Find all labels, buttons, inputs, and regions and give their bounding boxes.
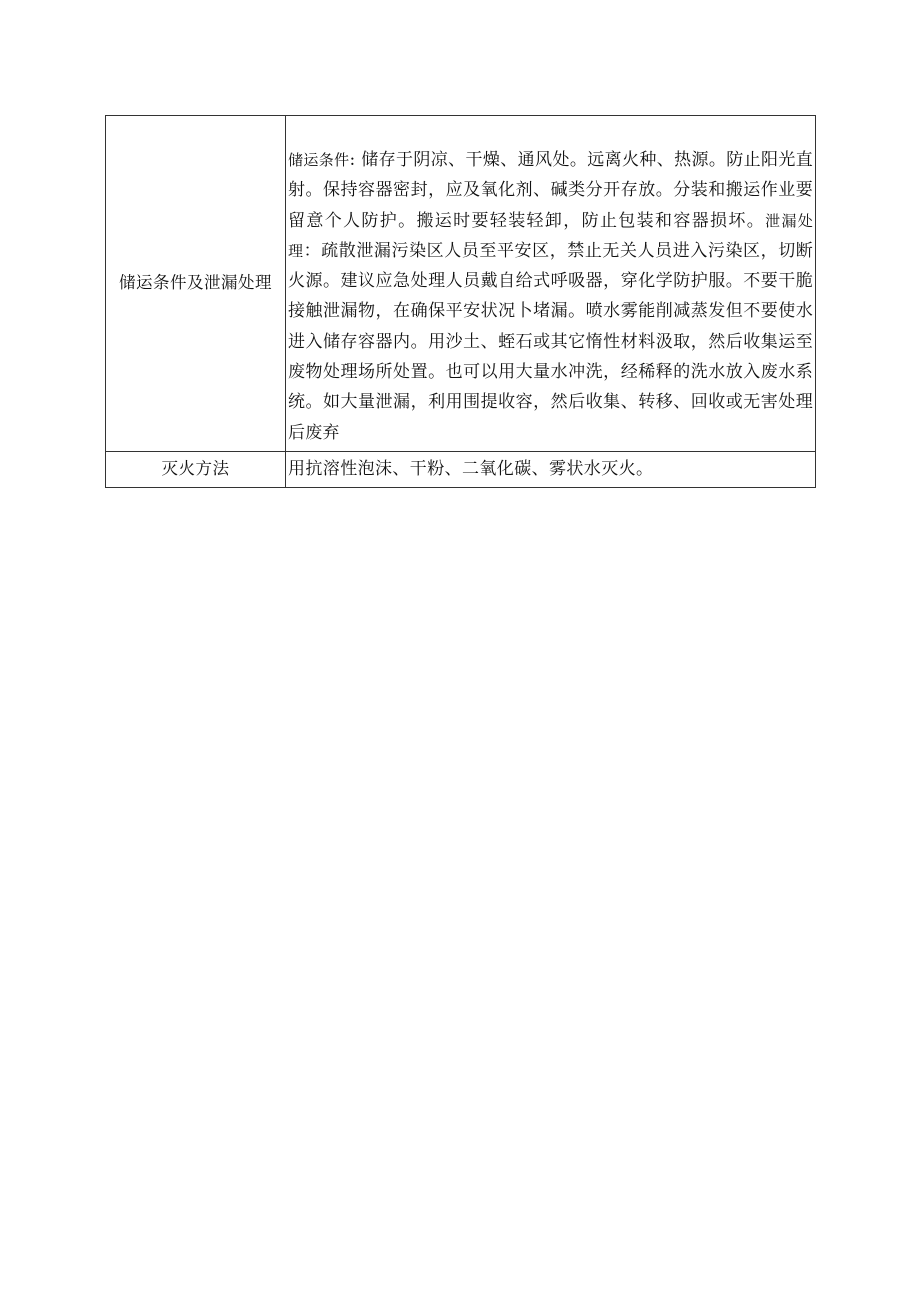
row-label-fire-fighting-text: 灭火方法 bbox=[161, 459, 230, 479]
storage-term: 储运条件 bbox=[288, 151, 350, 169]
hazard-info-table bbox=[105, 115, 816, 488]
row-content-storage-leak bbox=[286, 116, 816, 452]
leak-term: 泄漏处理 bbox=[288, 211, 813, 260]
table-row-storage-leak bbox=[106, 116, 816, 452]
fire-fighting-text: 用抗溶性泡沫、干粉、二氧化碳、雾状水灭火。 bbox=[288, 459, 654, 480]
leak-text: ：疏散泄漏污染区人员至平安区，禁止无关人员进入污染区，切断火源。建议应急处理人员戴自给式呼吸器，穿化学防护服。不要干脆接触泄漏物，在确保平安状况卜堵漏。喷水雾能削减蒸发但不要使水进入储存容器内。用沙土、蛭石或其它惰性材料汲取，然后收集运至废物处理场所处置。也可以用大量水冲洗，经稀释的洗水放入废水系统。如大量泄漏，利用围提收容，然后收集、转移、回收或无害处理后废弃 bbox=[288, 240, 813, 443]
storage-text: : 储存于阴凉、干燥、通风处。远离火种、热源。防止阳光直射。保持容器密封，应及氧化剂、碱类分开存放。分装和搬运作业要留意个人防护。搬运时要轻装轻卸，防止包装和容器损坏。 bbox=[288, 150, 813, 231]
row-label-storage-leak-text: 储运条件及泄漏处理 bbox=[119, 273, 272, 293]
table-row-fire-fighting bbox=[106, 451, 816, 487]
row-label-storage-leak bbox=[106, 116, 286, 452]
row-label-fire-fighting bbox=[106, 451, 286, 487]
row-content-fire-fighting bbox=[286, 451, 816, 487]
